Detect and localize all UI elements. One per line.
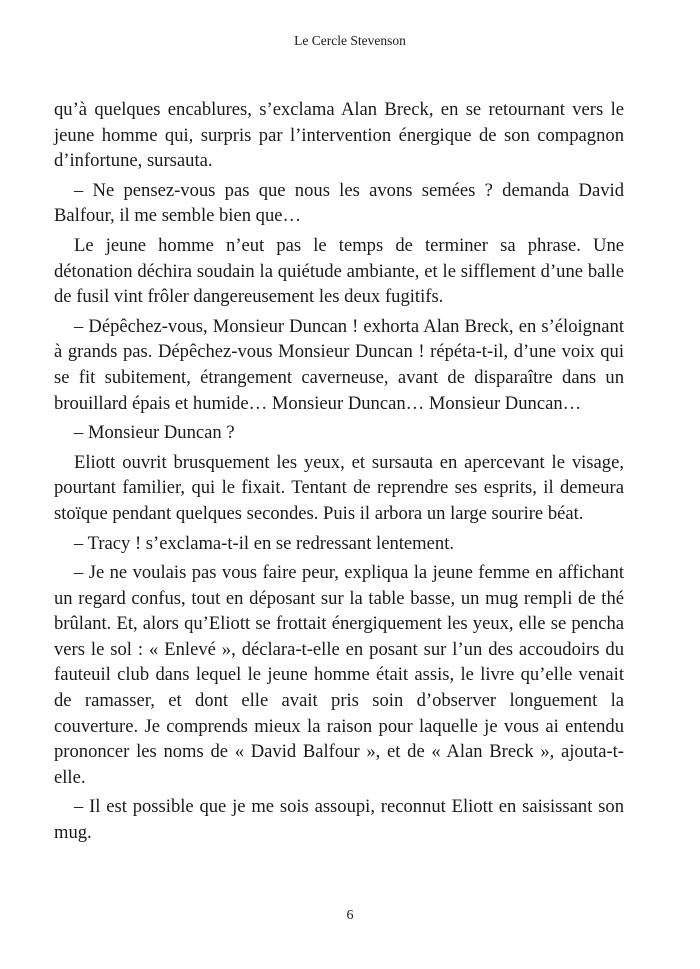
paragraph: – Tracy ! s’exclama-t-il en se redressant lentement. [74,532,455,554]
paragraph: – Dépêchez-vous, Monsieur Duncan ! exhorta Alan Breck, en s’éloignant à grands pas. Dépêchez-vous Monsieur Duncan ! répéta-t-il, d’une voix qui se fit subitement, étrangement caverneuse, avant de disparaître dans un brouillard épais et humide… Monsieur Duncan… Monsieur Duncan… [54,315,624,414]
paragraph: Le jeune homme n’eut pas le temps de terminer sa phrase. Une détonation déchira soudain la quiétude ambiante, et le sifflement d’une balle de fusil vint frôler dangereusement les deux fugitifs. [54,234,624,308]
paragraph: – Je ne voulais pas vous faire peur, expliqua la jeune femme en affichant un regard confus, tout en déposant sur la table basse, un mug rempli de thé brûlant. Et, alors qu’Eliott se frottait énergiquement les yeux, elle se pencha vers le sol : « Enlevé », déclara-t-elle en posant sur l’un des accoudoirs du fauteuil club dans lequel le jeune homme était assis, le livre qu’elle venait de ramasser, et dont elle avait pris soin d’observer longuement la couverture. Je comprends mieux la raison pour laquelle je vous ai entendu prononcer les noms de « David Balfour », et de « Alan Breck », ajouta-t-elle. [54,562,624,788]
page-number: 6 [346,908,354,923]
running-header: Le Cercle Stevenson [294,33,406,48]
paragraph: qu’à quelques encablures, s’exclama Alan Breck, en se retournant vers le jeune homme qui, surpris par l’intervention énergique de son compagnon d’infortune, sursauta. [54,99,624,172]
page-body [54,97,624,850]
paragraph: – Monsieur Duncan ? [74,422,235,444]
paragraph: – Il est possible que je me sois assoupi, reconnut Eliott en saisissant son mug. [54,796,624,844]
paragraph: Eliott ouvrit brusquement les yeux, et sursauta en apercevant le visage, pourtant familier, qui le fixait. Tentant de reprendre ses esprits, il demeura stoïque pendant quelques secondes. Puis il arbora un large sourire béat. [54,451,624,524]
paragraph: – Ne pensez-vous pas que nous les avons semées ? demanda David Balfour, il me semble bien que… [54,179,624,227]
